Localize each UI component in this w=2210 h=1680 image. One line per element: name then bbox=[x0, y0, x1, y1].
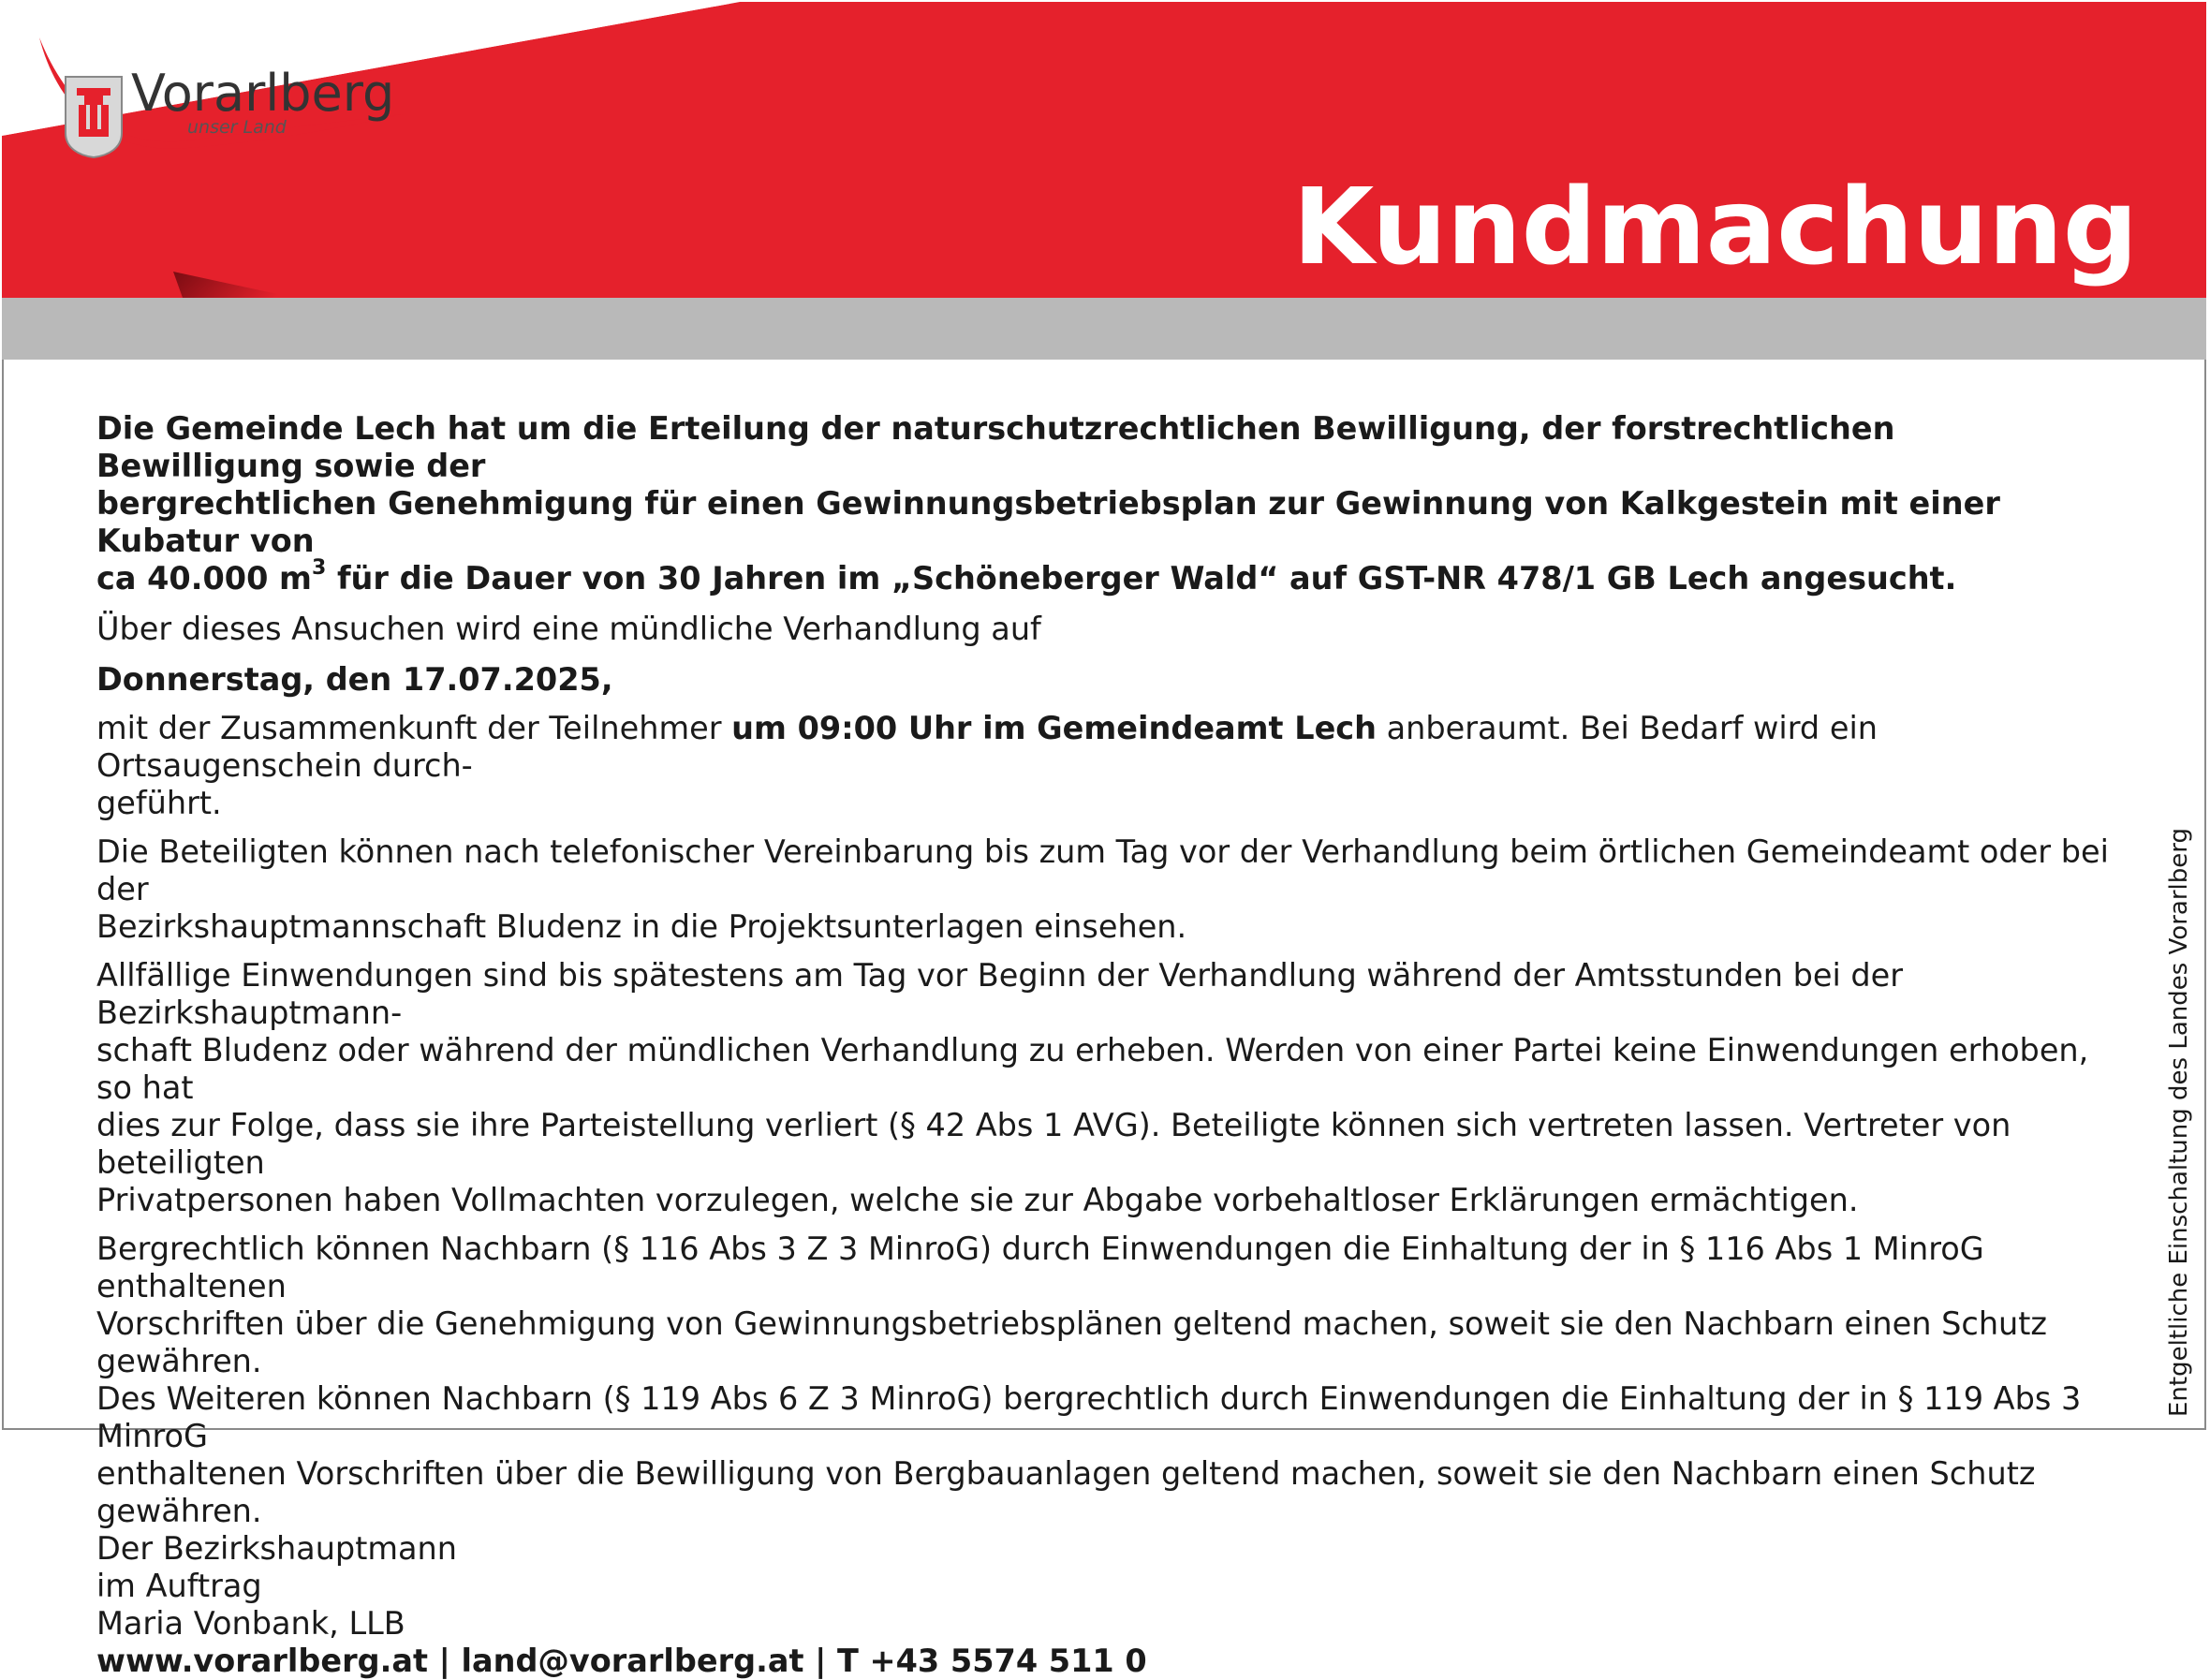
signature-line: im Auftrag bbox=[96, 1568, 262, 1604]
text-line: enthaltenen Vorschriften über die Bewilligung von Bergbauanlagen geltend machen, soweit sie den Nachbarn einen Schutz gewähren. bbox=[96, 1455, 2036, 1529]
signature-name: Maria Vonbank, LLB bbox=[96, 1605, 405, 1642]
text-span: geführt. bbox=[96, 785, 222, 821]
signature-line: Der Bezirkshauptmann bbox=[96, 1530, 457, 1567]
side-note: Entgeltliche Einschaltung des Landes Vorarlberg bbox=[2165, 828, 2193, 1417]
intro-paragraph bbox=[96, 410, 2110, 597]
hearing-paragraph: Über dieses Ansuchen wird eine mündliche Verhandlung auf bbox=[96, 611, 1041, 647]
text-line: Bergrechtlich können Nachbarn (§ 116 Abs 3 Z 3 MinroG) durch Einwendungen die Einhaltung der in § 116 Abs 1 MinroG enthaltenen bbox=[96, 1231, 1984, 1304]
documents-paragraph bbox=[96, 833, 2110, 946]
page-title: Kundmachung bbox=[1292, 167, 2138, 288]
signature-block bbox=[96, 1530, 2110, 1643]
contact-footer: www.vorarlberg.at | land@vorarlberg.at | T +43 5574 511 0 bbox=[96, 1643, 1147, 1679]
meeting-paragraph bbox=[96, 710, 2110, 822]
text-line: Die Beteiligten können nach telefonischer Vereinbarung bis zum Tag vor der Verhandlung beim örtlichen Gemeindeamt oder bei der bbox=[96, 833, 2109, 907]
intro-line: bergrechtlichen Genehmigung für einen Gewinnungsbetriebsplan zur Gewinnung von Kalkgestein mit einer Kubatur von bbox=[96, 485, 2000, 559]
text-line: Bezirkshauptmannschaft Bludenz in die Projektsunterlagen einsehen. bbox=[96, 908, 1187, 945]
announcement-body bbox=[96, 410, 2110, 1680]
text-span: anberaumt. Bei Bedarf wird ein Ortsaugenschein durch- bbox=[96, 710, 1878, 784]
intro-line: ca 40.000 m bbox=[96, 560, 312, 597]
objections-paragraph bbox=[96, 957, 2110, 1219]
meeting-time-place: um 09:00 Uhr im Gemeindeamt Lech bbox=[731, 710, 1377, 746]
text-line: dies zur Folge, dass sie ihre Parteistellung verliert (§ 42 Abs 1 AVG). Beteiligte können sich vertreten lassen. Vertreter von beteiligten bbox=[96, 1107, 2011, 1181]
text-line: Privatpersonen haben Vollmachten vorzulegen, welche sie zur Abgabe vorbehaltloser Erklärungen ermächtigen. bbox=[96, 1182, 1859, 1218]
logo-wordmark: Vorarlberg bbox=[131, 64, 395, 123]
gray-band bbox=[2, 298, 2206, 360]
superscript: 3 bbox=[311, 555, 327, 580]
logo-tagline: unser Land bbox=[187, 117, 287, 138]
intro-line: Die Gemeinde Lech hat um die Erteilung der naturschutzrechtlichen Bewilligung, der forstrechtlichen Bewilligung sowie der bbox=[96, 410, 1895, 484]
text-line: Des Weiteren können Nachbarn (§ 119 Abs 6 Z 3 MinroG) bergrechtlich durch Einwendungen die Einhaltung der in § 119 Abs 3 MinroG bbox=[96, 1380, 2082, 1454]
text-line: Allfällige Einwendungen sind bis spätestens am Tag vor Beginn der Verhandlung während der Amtsstunden bei der Bezirkshauptmann- bbox=[96, 957, 1904, 1031]
hearing-date: Donnerstag, den 17.07.2025, bbox=[96, 661, 613, 698]
intro-line: für die Dauer von 30 Jahren im „Schöneberger Wald“ auf GST-NR 478/1 GB Lech angesucht. bbox=[326, 560, 1957, 597]
text-line: Vorschriften über die Genehmigung von Gewinnungsbetriebsplänen geltend machen, soweit sie den Nachbarn einen Schutz gewähren. bbox=[96, 1305, 2048, 1379]
vorarlberg-coat-of-arms-icon bbox=[66, 77, 122, 157]
text-line: schaft Bludenz oder während der mündlichen Verhandlung zu erheben. Werden von einer Partei keine Einwendungen erhoben, so hat bbox=[96, 1032, 2089, 1106]
mining-law-paragraph bbox=[96, 1231, 2110, 1530]
text-span: mit der Zusammenkunft der Teilnehmer bbox=[96, 710, 732, 746]
